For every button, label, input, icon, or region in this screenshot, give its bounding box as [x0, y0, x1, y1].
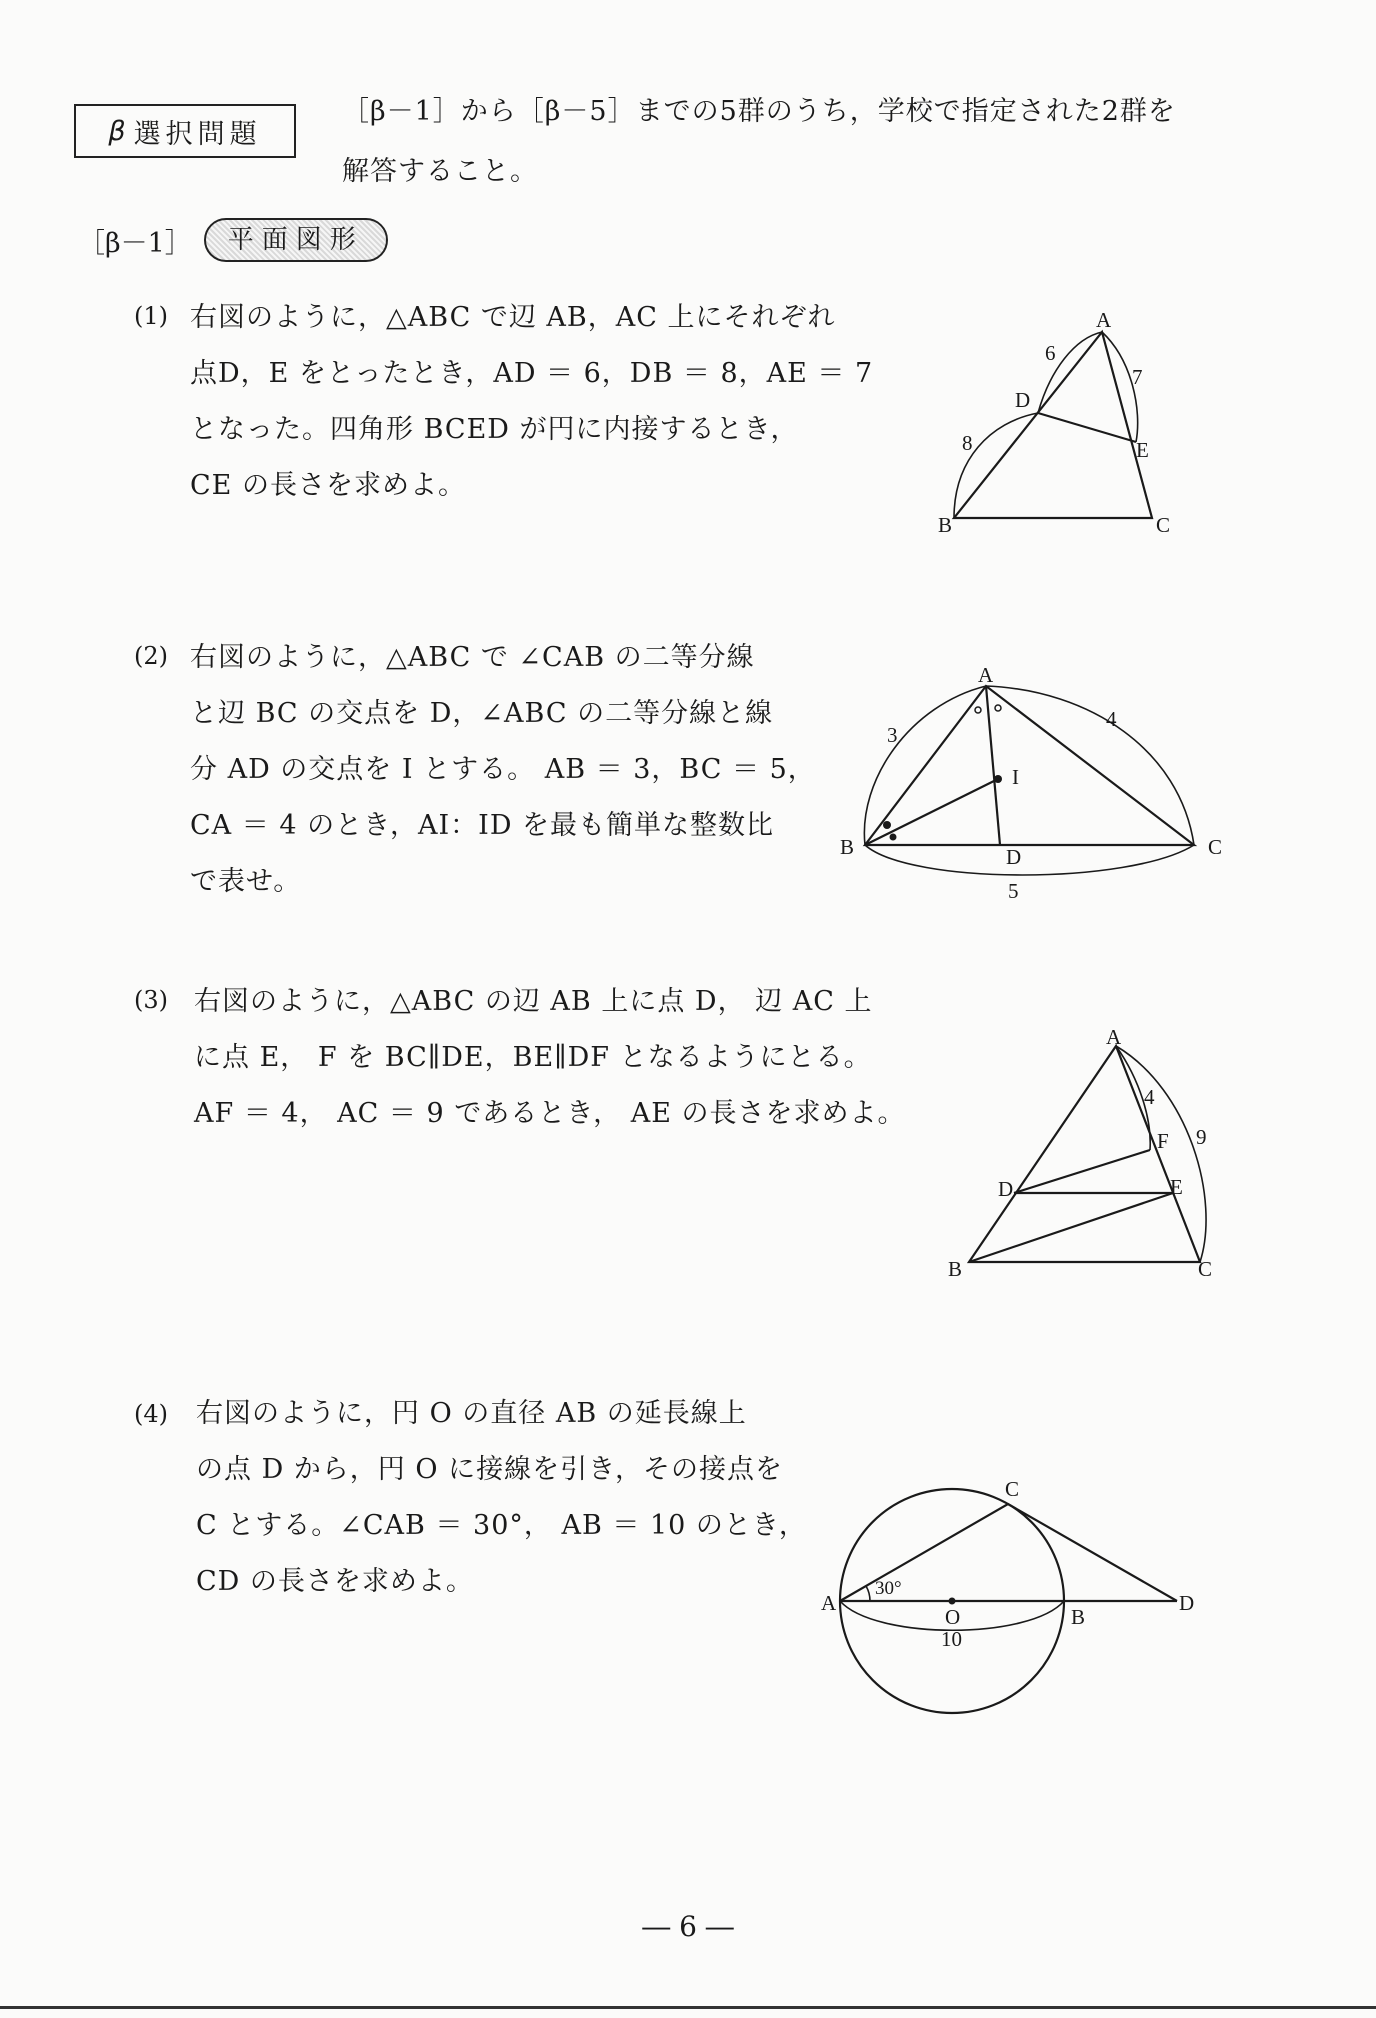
fig2-length-CA: 4: [1106, 707, 1117, 731]
question-line: と辺 BC の交点を D，∠ABC の二等分線と線: [190, 698, 774, 729]
question-line: 右図のように，△ABC の辺 AB 上に点 D， 辺 AC 上: [194, 986, 873, 1017]
box-beta: β: [108, 115, 126, 147]
fig4-label-A: A: [821, 1591, 837, 1615]
page-number: ― 6 ―: [642, 1910, 734, 1943]
fig1-label-D: D: [1015, 388, 1031, 412]
question-line: CD の長さを求めよ。: [196, 1566, 474, 1597]
selection-problem-box: [74, 104, 296, 158]
fig3-length-AF: 4: [1144, 1085, 1155, 1109]
question-line: に点 E， F を BC∥DE，BE∥DF となるようにとる。: [194, 1042, 872, 1073]
question-4-number: (4): [134, 1400, 168, 1428]
question-4-text: [196, 1386, 807, 1610]
fig2-label-D: D: [1006, 845, 1022, 869]
fig4-length-AB: 10: [941, 1627, 962, 1651]
question-3-number: (3): [134, 986, 168, 1014]
fig2-label-A: A: [978, 663, 994, 687]
fig1-label-E: E: [1136, 438, 1149, 462]
question-line: となった。四角形 BCED が円に内接するとき，: [190, 414, 799, 445]
question-line: の点 D から，円 O に接線を引き，その接点を: [196, 1454, 784, 1485]
instructions: [342, 82, 1242, 202]
question-line: 右図のように，円 O の直径 AB の延長線上: [196, 1398, 747, 1429]
fig3-label-C: C: [1198, 1257, 1213, 1281]
question-2-number: (2): [134, 642, 168, 670]
fig4-label-B: B: [1071, 1605, 1086, 1629]
question-line: CE の長さを求めよ。: [190, 470, 466, 501]
question-line: CA ＝ 4 のとき，AI：ID を最も簡単な整数比: [190, 810, 775, 841]
fig1-length-DB: 8: [962, 431, 973, 455]
figure-1-triangle: [920, 300, 1180, 550]
question-3-text: [194, 974, 906, 1142]
fig3-label-E: E: [1170, 1175, 1183, 1199]
fig1-length-AE: 7: [1132, 365, 1143, 389]
section-topic-badge: 平面図形: [204, 218, 388, 262]
fig3-label-F: F: [1157, 1129, 1169, 1153]
fig2-label-C: C: [1208, 835, 1223, 859]
question-line: で表せ。: [190, 866, 302, 897]
figure-4-circle: [815, 1470, 1215, 1730]
question-1-number: (1): [134, 302, 168, 330]
question-line: 分 AD の交点を I とする。 AB ＝ 3，BC ＝ 5，: [190, 754, 816, 785]
section-label: ［β－1］: [78, 227, 192, 259]
fig4-label-O: O: [945, 1605, 961, 1629]
instructions-line-2: 解答すること。: [342, 156, 538, 187]
question-line: AF ＝ 4， AC ＝ 9 であるとき， AE の長さを求めよ。: [194, 1098, 906, 1129]
fig1-label-A: A: [1096, 308, 1112, 332]
fig4-angle-CAB: 30°: [875, 1578, 902, 1599]
question-line: 右図のように，△ABC で ∠CAB の二等分線: [190, 642, 755, 673]
fig3-label-D: D: [998, 1177, 1014, 1201]
fig3-label-B: B: [948, 1257, 963, 1281]
fig2-length-AB: 3: [887, 723, 898, 747]
question-2-text: [190, 630, 816, 910]
box-title: 選択問題: [133, 118, 262, 150]
fig2-label-B: B: [840, 835, 855, 859]
question-line: 右図のように，△ABC で辺 AB，AC 上にそれぞれ: [190, 302, 836, 333]
fig4-label-D: D: [1179, 1591, 1195, 1615]
fig3-label-A: A: [1106, 1030, 1122, 1049]
fig4-label-C: C: [1005, 1477, 1020, 1501]
question-1-text: [190, 290, 873, 514]
bottom-rule: [0, 2006, 1376, 2009]
instructions-line-1: ［β－1］から［β－5］までの5群のうち，学校で指定された2群を: [342, 96, 1176, 127]
fig1-label-B: B: [938, 513, 953, 537]
question-line: C とする。∠CAB ＝ 30°， AB ＝ 10 のとき，: [196, 1510, 807, 1541]
fig3-length-AC: 9: [1196, 1125, 1207, 1149]
question-line: 点D，E をとったとき，AD ＝ 6，DB ＝ 8，AE ＝ 7: [190, 358, 874, 389]
fig1-label-C: C: [1156, 513, 1171, 537]
fig1-length-AD: 6: [1045, 341, 1056, 365]
figure-2-triangle: [830, 660, 1250, 920]
figure-3-triangle: [940, 1030, 1240, 1290]
fig2-length-BC: 5: [1008, 879, 1019, 903]
fig2-label-I: I: [1012, 765, 1019, 789]
section-heading: [78, 218, 388, 262]
